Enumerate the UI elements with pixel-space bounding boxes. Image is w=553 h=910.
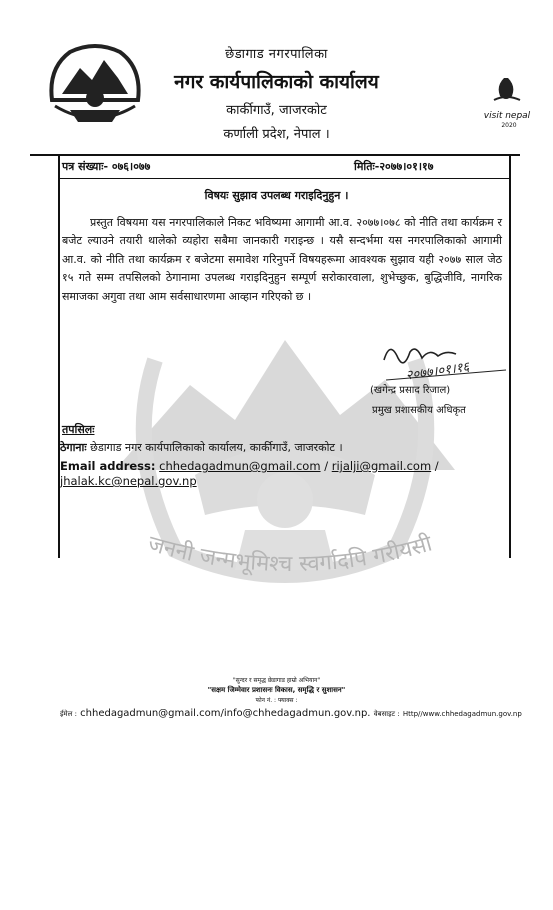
visit-nepal-logo	[476, 72, 538, 132]
address-line	[60, 440, 343, 455]
letter-body: प्रस्तुत विषयमा यस नगरपालिकाले निकट भविष्यमा आगामी आ.व. २०७७।०७८ को नीति तथा कार्यक्रम र बजेट ल्याउने तयारी थालेको व्यहोरा सबैमा जानकारी गराइन्छ । यसै सन्दर्भमा यस नगरपालिकाको आगामी आ.व. को नीति तथा कार्यक्रम र बजेटमा समावेश गरिनुपर्ने विषयहरूमा आवश्यक सुझाव यही २०७७ साल जेठ १५ गते सम्म तपसिलको ठेगानामा उपलब्ध गराइदिनुहुन सम्पूर्ण सरोकारवाला, शुभेच्छुक, बुद्धिजीवि, नागरिक समाजका अगुवा तथा आम सर्वसाधारणमा आव्हान गरिएको छ ।	[62, 216, 502, 303]
header-rule	[30, 154, 520, 156]
visit-logo-year: 2020	[501, 122, 517, 129]
footer-slogan: "सुन्दर र समृद्ध छेडागाड हाम्रो अभियान"	[232, 677, 321, 684]
date-rule	[58, 178, 510, 179]
address-label: ठेगानाः	[60, 441, 87, 454]
signatory-name: (खगेन्द्र प्रसाद रिजाल)	[370, 385, 451, 396]
province-line: कर्णाली प्रदेश, नेपाल ।	[223, 127, 330, 142]
visit-logo-text: visit nepal	[483, 111, 531, 121]
email-link-3[interactable]: jhalak.kc@nepal.gov.np	[60, 474, 197, 488]
email-link-2[interactable]: rijalji@gmail.com	[331, 459, 432, 473]
footer-website[interactable]: Http//www.chhedagadmun.gov.np	[402, 710, 522, 718]
footer-emails[interactable]: chhedagadmun@gmail.com/info@chhedagadmun.gov.np.	[80, 708, 371, 719]
footer-contacts	[60, 708, 522, 719]
signature-date: २०७७।०१।१६	[404, 359, 471, 384]
address-value: छेडागाड नगर कार्यपालिकाको कार्यालय, कार्कीगाउँ, जाजरकोट ।	[90, 441, 343, 454]
signatory-role: प्रमुख प्रशासकीय अधिकृत	[372, 405, 466, 416]
email-block: Email address: chhedagadmun@gmail.com / rijalji@gmail.com / jhalak.kc@nepal.gov.np	[60, 459, 439, 488]
email-link-1[interactable]: chhedagadmun@gmail.com	[159, 459, 321, 473]
footer-phone: फोन नं. : फ्याक्स :	[255, 697, 298, 704]
letter-date: मितिः-२०७७।०१।१७	[354, 160, 434, 173]
svg-text:जननी जन्मभूमिश्च स्वर्गादपि गर	[145, 530, 435, 577]
municipality-name: छेडागाड नगरपालिका	[225, 47, 328, 62]
motto-text: जननी जन्मभूमिश्च स्वर्गादपि गरीयसी	[145, 531, 435, 578]
office-location: कार्कीगाउँ, जाजरकोट	[226, 103, 327, 118]
signature-stamp	[376, 330, 516, 390]
left-border	[58, 156, 60, 558]
office-title: नगर कार्यपालिकाको कार्यालय	[174, 71, 379, 93]
watermark-motto	[125, 526, 455, 596]
letter-reference: पत्र संख्याः- ०७६।०७७	[62, 160, 151, 173]
details-heading: तपसिलः	[62, 423, 95, 436]
email-label: Email address:	[60, 459, 156, 473]
footer-motto: "सक्षम जिम्मेवार प्रशासनः विकास, समृद्धि र सुशासन"	[207, 686, 346, 694]
footer-email-label: ईमेल :	[60, 710, 77, 718]
footer-web-label: वेबसाइट :	[373, 710, 400, 718]
letter-subject: विषयः सुझाव उपलब्ध गराइदिनुहुन ।	[204, 189, 349, 202]
